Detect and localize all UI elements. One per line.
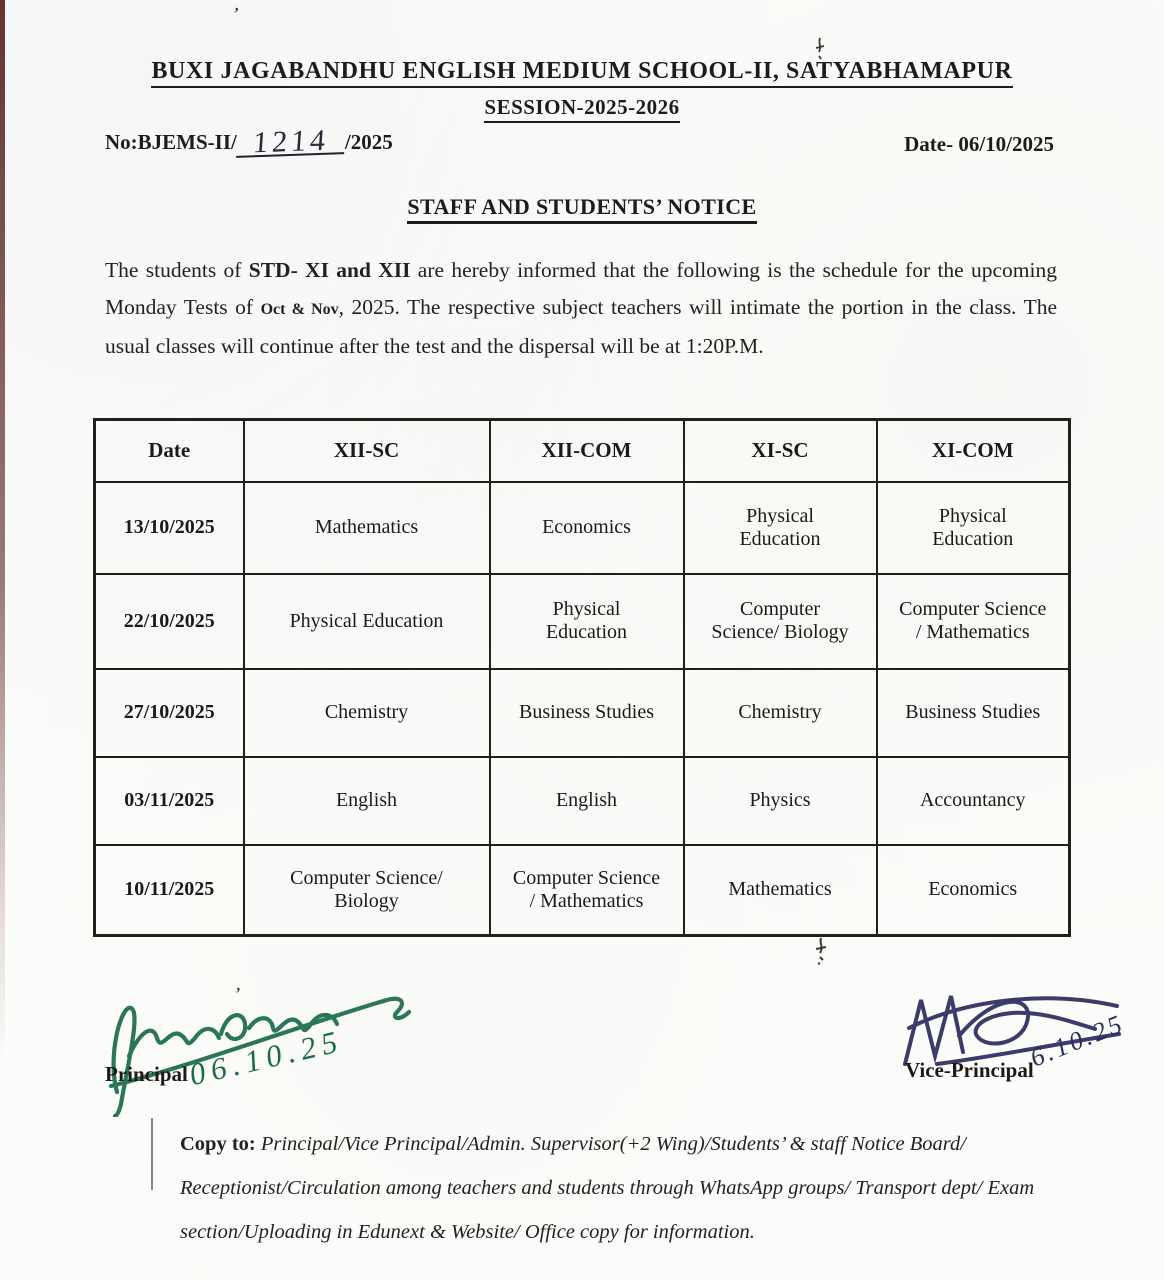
scan-edge-strip (0, 0, 5, 1060)
body-text: , 2025. The respective subject teachers will intimate the portion in the class. The usual classes will continue after the test and the dispersal will be at 1:20P.M. (105, 295, 1057, 358)
cell-subject: Computer Science/ Biology (244, 845, 490, 936)
table-header-row (95, 420, 1070, 482)
cell-date: 22/10/2025 (95, 574, 244, 669)
cell-subject: Business Studies (877, 669, 1070, 757)
cell-date: 13/10/2025 (95, 482, 244, 574)
col-header-xi-com: XI-COM (877, 420, 1070, 482)
cell-date: 03/11/2025 (95, 757, 244, 845)
date-line: Date- 06/10/2025 (904, 132, 1054, 156)
school-name (0, 58, 1164, 85)
principal-label: Principal (105, 1062, 188, 1086)
cell-subject: Computer Science / Mathematics (490, 845, 684, 936)
cell-subject: Physical Education (877, 482, 1070, 574)
notice-title (0, 194, 1164, 220)
session-text: SESSION-2025-2026 (484, 95, 679, 123)
notice-body-paragraph (105, 252, 1057, 365)
notice-title-text: STAFF AND STUDENTS’ NOTICE (407, 194, 756, 224)
body-text: are hereby informed that the following is the schedule for the upcoming Monday Tests of (105, 258, 1058, 319)
cell-subject: Accountancy (877, 757, 1070, 845)
table-row (95, 757, 1070, 845)
scan-fold-line (151, 1118, 153, 1190)
cell-subject: Chemistry (244, 669, 490, 757)
table-row (95, 574, 1070, 669)
cell-subject: Economics (877, 845, 1070, 936)
cell-subject: Computer Science / Mathematics (877, 574, 1070, 669)
reference-number-line (105, 123, 393, 160)
cell-subject: Physical Education (490, 574, 684, 669)
session-line (0, 95, 1164, 120)
ref-prefix: No:BJEMS-II/ (105, 130, 237, 154)
cell-subject: Physical Education (684, 482, 877, 574)
copy-to-paragraph (180, 1122, 1058, 1254)
ref-suffix: /2025 (344, 130, 393, 154)
vice-principal-signature-date: 6.10.25 (1025, 1008, 1129, 1073)
ink-artifact: ’ (229, 3, 241, 27)
cell-date: 10/11/2025 (95, 845, 244, 936)
cell-subject: English (244, 757, 490, 845)
col-header-xii-sc: XII-SC (244, 420, 490, 482)
copy-to-label: Copy to: (180, 1133, 256, 1155)
principal-signature-date: 06.10.25 (185, 1022, 347, 1093)
col-header-xii-com: XII-COM (490, 420, 684, 482)
cell-subject: Business Studies (490, 669, 684, 757)
cell-subject: Chemistry (684, 669, 877, 757)
monday-test-schedule-table (93, 418, 1071, 937)
ink-artifact (812, 936, 830, 966)
table-row (95, 482, 1070, 574)
col-header-xi-sc: XI-SC (684, 420, 877, 482)
cell-subject: Computer Science/ Biology (684, 574, 877, 669)
ink-artifact: ’ (232, 983, 243, 1007)
cell-subject: Physics (684, 757, 877, 845)
ink-artifact (812, 36, 828, 62)
cell-subject: English (490, 757, 684, 845)
cell-subject: Physical Education (244, 574, 490, 669)
col-header-date: Date (95, 420, 244, 482)
body-text: The students of (105, 258, 249, 282)
body-bold-classes: STD- XI and XII (248, 258, 411, 282)
table-row (95, 845, 1070, 936)
ref-number-handwritten: 1214 (236, 128, 346, 158)
cell-subject: Mathematics (244, 482, 490, 574)
vice-principal-label: Vice-Principal (905, 1058, 1034, 1082)
copy-to-text: Principal/Vice Principal/Admin. Supervisor(+2 Wing)/Students’ & staff Notice Board/ Receptionist/Circulation among teachers and students through WhatsApp groups/ Transport dept/ Exam section/Uploading in Edunext & Website/ Office copy for information. (180, 1133, 1035, 1243)
cell-subject: Mathematics (684, 845, 877, 936)
table-row (95, 669, 1070, 757)
body-inserted-months: Oct & Nov (260, 301, 339, 318)
cell-date: 27/10/2025 (95, 669, 244, 757)
cell-subject: Economics (490, 482, 684, 574)
school-name-text: BUXI JAGABANDHU ENGLISH MEDIUM SCHOOL-II, SATYABHAMAPUR (151, 58, 1012, 88)
